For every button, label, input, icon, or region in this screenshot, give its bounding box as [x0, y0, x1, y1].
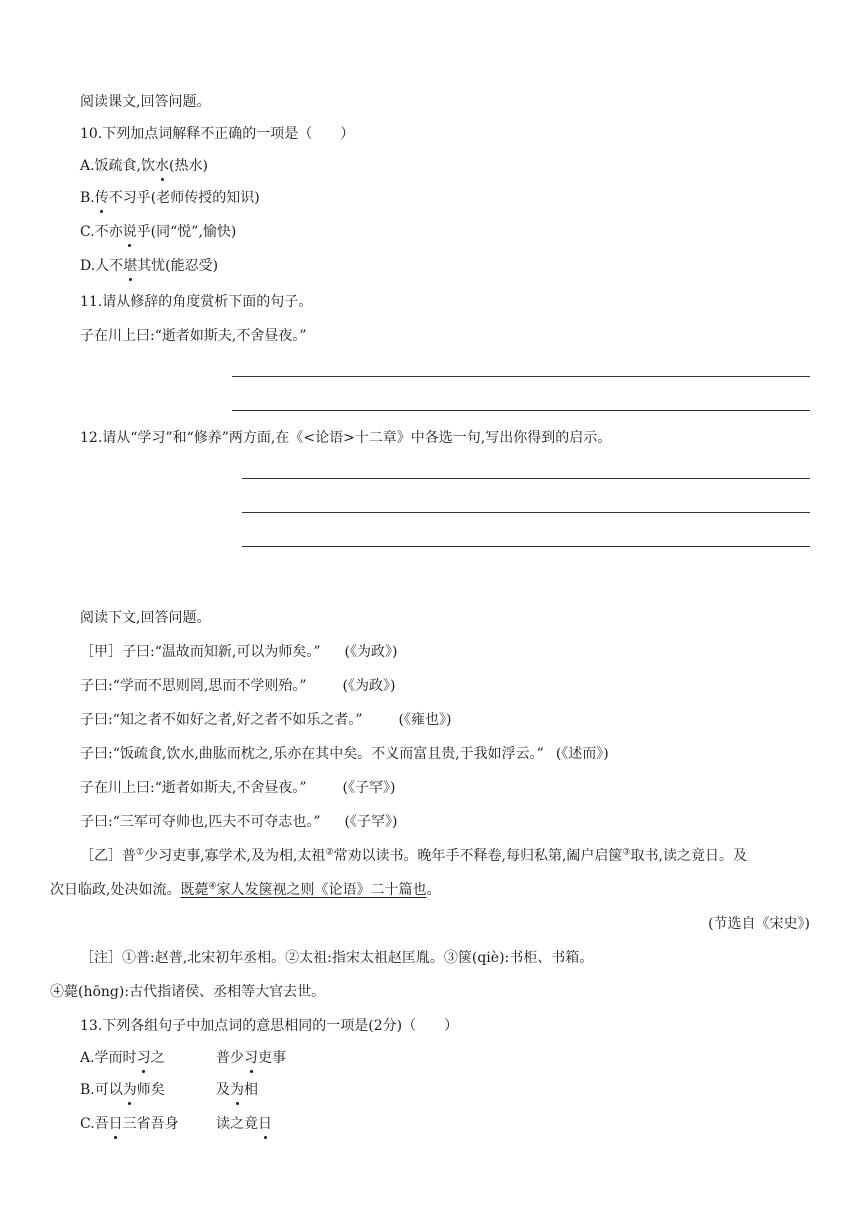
- dotted-word: 传: [94, 190, 109, 206]
- option-text: 师矣: [136, 1082, 165, 1098]
- option-text: 乎(同“悦”,愉快): [136, 224, 237, 240]
- note-marker: ④: [208, 881, 217, 892]
- q13-option-c-pair: [216, 1114, 272, 1134]
- notes-line1: ［注］①普:赵普,北宋初年丞相。②太祖:指宋太祖赵匡胤。③箧(qiè):书柜、书箱。: [80, 950, 594, 966]
- yi-text: 。: [426, 882, 441, 898]
- q10-stem: 10.下列加点词解释不正确的一项是（ ）: [80, 126, 355, 142]
- jia-line: [80, 778, 395, 798]
- option-text: 相: [244, 1082, 258, 1098]
- note-marker: ③: [622, 847, 631, 858]
- option-text: B.: [80, 190, 95, 206]
- quote-source: (《子罕》): [342, 780, 396, 796]
- option-text: 及: [216, 1082, 230, 1098]
- q11-quote: 子在川上曰:“逝者如斯夫,不舍昼夜。”: [80, 328, 307, 344]
- yi-text: 次日临政,处决如流。: [50, 882, 181, 898]
- note-marker: ①: [136, 847, 145, 858]
- option-text: 吏事: [258, 1050, 286, 1066]
- q12-stem: 12.请从“学习”和“修养”两方面,在《<论语>十二章》中各选一句,写出你得到的启示。: [80, 430, 612, 446]
- q10-option-b: [80, 188, 260, 208]
- dotted-word: 为: [122, 1082, 137, 1098]
- answer-line[interactable]: [242, 478, 810, 479]
- jia-line: [80, 812, 397, 832]
- option-text: 读之竟: [216, 1116, 258, 1132]
- quote-text: 子曰:“知之者不如好之者,好之者不如乐之者。”: [80, 712, 363, 728]
- quote-source: (《为政》): [344, 644, 398, 660]
- dotted-word: 习: [244, 1050, 258, 1066]
- quote-text: 子曰:“三军可夺帅也,匹夫不可夺志也。”: [80, 814, 321, 830]
- section1-intro: 阅读课文,回答问题。: [80, 94, 211, 110]
- option-text: C.不亦: [80, 224, 123, 240]
- notes-line2: ④薨(hōng):古代指诸侯、丞相等大官去世。: [50, 984, 326, 1000]
- dotted-word: 日: [258, 1116, 272, 1132]
- quote-source: (《为政》): [342, 678, 396, 694]
- yi-text: 常劝以读书。晚年手不释卷,每归私第,阖户启箧: [333, 848, 623, 864]
- jia-line: [80, 642, 397, 662]
- dotted-word: 为: [230, 1082, 244, 1098]
- quote-source: (《子罕》): [344, 814, 398, 830]
- answer-line[interactable]: [242, 512, 810, 513]
- q13-option-b-pair: [216, 1080, 258, 1100]
- quote-source: (《述而》): [555, 746, 609, 762]
- option-text: 之: [150, 1050, 165, 1066]
- jia-line: [80, 744, 609, 764]
- option-text: 其忧(能忍受): [137, 258, 219, 274]
- dotted-word: 水: [155, 158, 170, 174]
- dotted-word: 堪: [123, 258, 138, 274]
- yi-text: 既薨: [180, 882, 209, 898]
- jia-line: [80, 676, 395, 696]
- q13-stem: 13.下列各组句子中加点词的意思相同的一项是(2分)（ ）: [80, 1018, 459, 1034]
- section2-intro: 阅读下文,回答问题。: [80, 610, 211, 626]
- quote-text: ［甲］子曰:“温故而知新,可以为师矣。”: [80, 644, 321, 660]
- option-text: 普少: [216, 1050, 244, 1066]
- q10-option-c: [80, 222, 236, 242]
- q10-option-d: [80, 256, 218, 276]
- option-text: (热水): [169, 158, 208, 174]
- dotted-word: 说: [122, 224, 137, 240]
- option-text: A.学而时: [80, 1050, 137, 1066]
- answer-line[interactable]: [232, 410, 810, 411]
- q13-option-c: [80, 1114, 179, 1134]
- answer-line[interactable]: [242, 546, 810, 547]
- option-text: C.吾: [80, 1116, 109, 1132]
- q10-option-a: [80, 156, 208, 176]
- jia-line: [80, 710, 451, 730]
- quote-text: 子曰:“学而不思则罔,思而不学则殆。”: [80, 678, 307, 694]
- dotted-word: 日: [108, 1116, 123, 1132]
- quote-text: 子曰:“饭疏食,饮水,曲肱而枕之,乐亦在其中矣。不义而富且贵,于我如浮云。”: [80, 746, 544, 762]
- note-marker: ②: [325, 847, 334, 858]
- yi-text: 取书,读之竟日。及: [630, 848, 747, 864]
- q13-option-a-pair: [216, 1048, 286, 1068]
- yi-source: (节选自《宋史》): [708, 916, 810, 932]
- option-text: A.饭疏食,饮: [80, 158, 156, 174]
- yi-text: 少习吏事,寡学术,及为相,太祖: [144, 848, 326, 864]
- q13-option-b: [80, 1080, 165, 1100]
- yi-paragraph-line2: [50, 880, 441, 900]
- yi-text: 家人发箧视之则《论语》二十篇也: [216, 882, 427, 898]
- yi-paragraph-line1: [80, 846, 747, 866]
- option-text: B.可以: [80, 1082, 123, 1098]
- quote-source: (《雍也》): [398, 712, 452, 728]
- dotted-word: 习: [136, 1050, 151, 1066]
- option-text: 三省吾身: [122, 1116, 179, 1132]
- yi-text: ［乙］普: [80, 848, 136, 864]
- option-text: D.人不: [80, 258, 124, 274]
- quote-text: 子在川上曰:“逝者如斯夫,不舍昼夜。”: [80, 780, 307, 796]
- q11-stem: 11.请从修辞的角度赏析下面的句子。: [80, 294, 313, 310]
- q13-option-a: [80, 1048, 165, 1068]
- underlined-sentence: [180, 882, 426, 898]
- option-text: 不习乎(老师传授的知识): [108, 190, 260, 206]
- answer-line[interactable]: [232, 376, 810, 377]
